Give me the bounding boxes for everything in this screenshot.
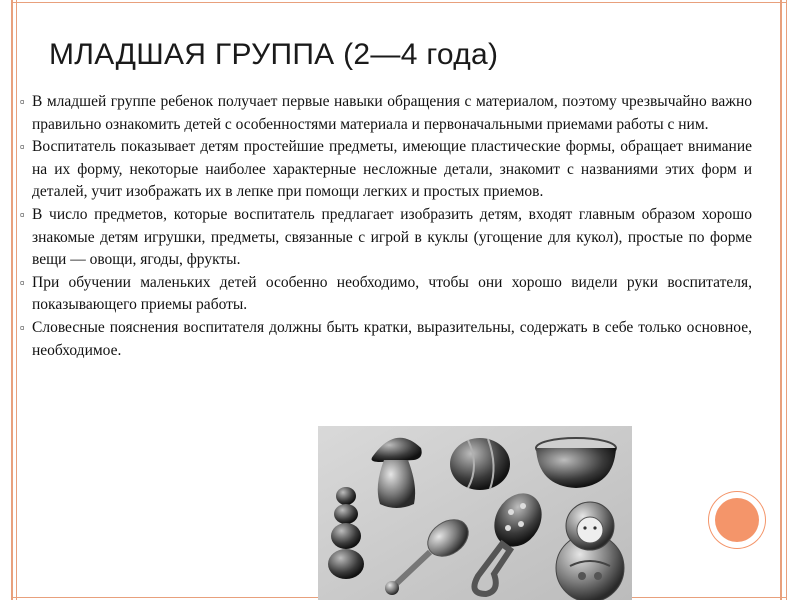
bullet-paragraph-3: [20, 204, 752, 272]
paragraph-text: В число предметов, которые воспитатель предлагает изобразить детям, входят главным образом хорошо знакомые детям игрушки, предметы, связанные с игрой в куклы (угощение для кукол), простые по форме вещи — овощи, ягоды, фрукты.: [32, 205, 752, 269]
bullet-paragraph-5: [20, 317, 752, 362]
bullet-paragraph-2: [20, 136, 752, 204]
bullet-paragraph-1: [20, 91, 752, 136]
slide-body: [20, 91, 752, 362]
paragraph-text: При обучении маленьких детей особенно необходимо, чтобы они хорошо видели руки воспитателя, показывающего приемы работы.: [32, 273, 752, 314]
frame-line-top: [11, 2, 787, 3]
paragraph-text: В младшей группе ребенок получает первые навыки обращения с материалом, поэтому чрезвычайно важно правильно ознакомить детей с особенностями материала и первоначальными приемами работы с ним.: [32, 93, 752, 133]
bullet-paragraph-4: [20, 272, 752, 317]
egg-toy: [450, 438, 510, 490]
square-bullet-icon: ▫: [20, 94, 25, 109]
decorative-circle: [715, 498, 759, 542]
frame-line-left-inner: [16, 0, 17, 600]
frame-line-right-outer: [786, 0, 787, 600]
square-bullet-icon: ▫: [20, 139, 25, 155]
paragraph-text: Словесные пояснения воспитателя должны быть кратки, выразительны, содержать в себе только основное, необходимое.: [32, 318, 752, 359]
frame-line-left-outer: [11, 0, 13, 600]
square-bullet-icon: ▫: [20, 274, 25, 290]
square-bullet-icon: ▫: [20, 206, 25, 222]
frame-line-right-inner: [780, 0, 782, 600]
square-bullet-icon: ▫: [20, 319, 25, 335]
toys-photo: [318, 426, 632, 600]
slide-title: МЛАДШАЯ ГРУППА (2—4 года): [49, 38, 499, 71]
paragraph-text: Воспитатель показывает детям простейшие предметы, имеющие пластические формы, обращает внимание на их форму, некоторые наиболее характерные несложные детали, знакомит с названиями этих форм и деталей, учит изображать их в лепке при помощи легких и простых приемов.: [32, 138, 752, 201]
